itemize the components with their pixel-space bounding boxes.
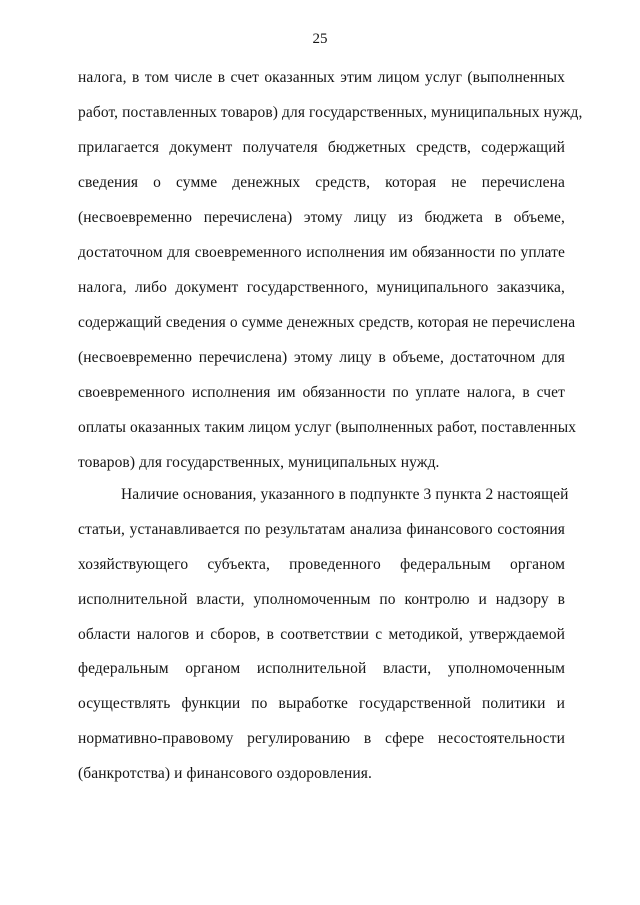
text-line: товаров) для государственных, муниципальных нужд. [78,454,440,471]
text-line: налога, в том числе в счет оказанных этим лицом услуг (выполненных [78,69,565,86]
text-line: исполнительной власти, уполномоченным по контролю и надзору в [78,591,565,608]
text-line: (банкротства) и финансового оздоровления. [78,765,373,782]
text-line: содержащий сведения о сумме денежных средств, которая не перечислена [78,314,576,331]
text-line: налога, либо документ государственного, муниципального заказчика, [78,279,565,296]
text-line: осуществлять функции по выработке государственной политики и [78,695,565,712]
text-line: прилагается документ получателя бюджетных средств, содержащий [78,139,565,156]
text-line: нормативно-правовому регулированию в сфере несостоятельности [78,730,565,747]
text-line: хозяйствующего субъекта, проведенного федеральным органом [78,556,565,573]
text-line: статьи, устанавливается по результатам анализа финансового состояния [78,521,565,538]
page-number: 25 [312,31,328,47]
text-line: достаточном для своевременного исполнения им обязанности по уплате [78,244,565,261]
text-line: Наличие основания, указанного в подпункте 3 пункта 2 настоящей [121,486,569,503]
text-line: сведения о сумме денежных средств, которая не перечислена [78,174,565,191]
text-line: (несвоевременно перечислена) этому лицу в объеме, достаточном для [78,349,565,366]
text-line: федеральным органом исполнительной власти, уполномоченным [78,660,565,677]
text-line: (несвоевременно перечислена) этому лицу из бюджета в объеме, [78,209,565,226]
text-line: области налогов и сборов, в соответствии с методикой, утверждаемой [78,626,565,643]
text-line: своевременного исполнения им обязанности по уплате налога, в счет [78,384,565,401]
text-line: работ, поставленных товаров) для государственных, муниципальных нужд, [78,104,583,121]
text-line: оплаты оказанных таким лицом услуг (выполненных работ, поставленных [78,419,577,436]
